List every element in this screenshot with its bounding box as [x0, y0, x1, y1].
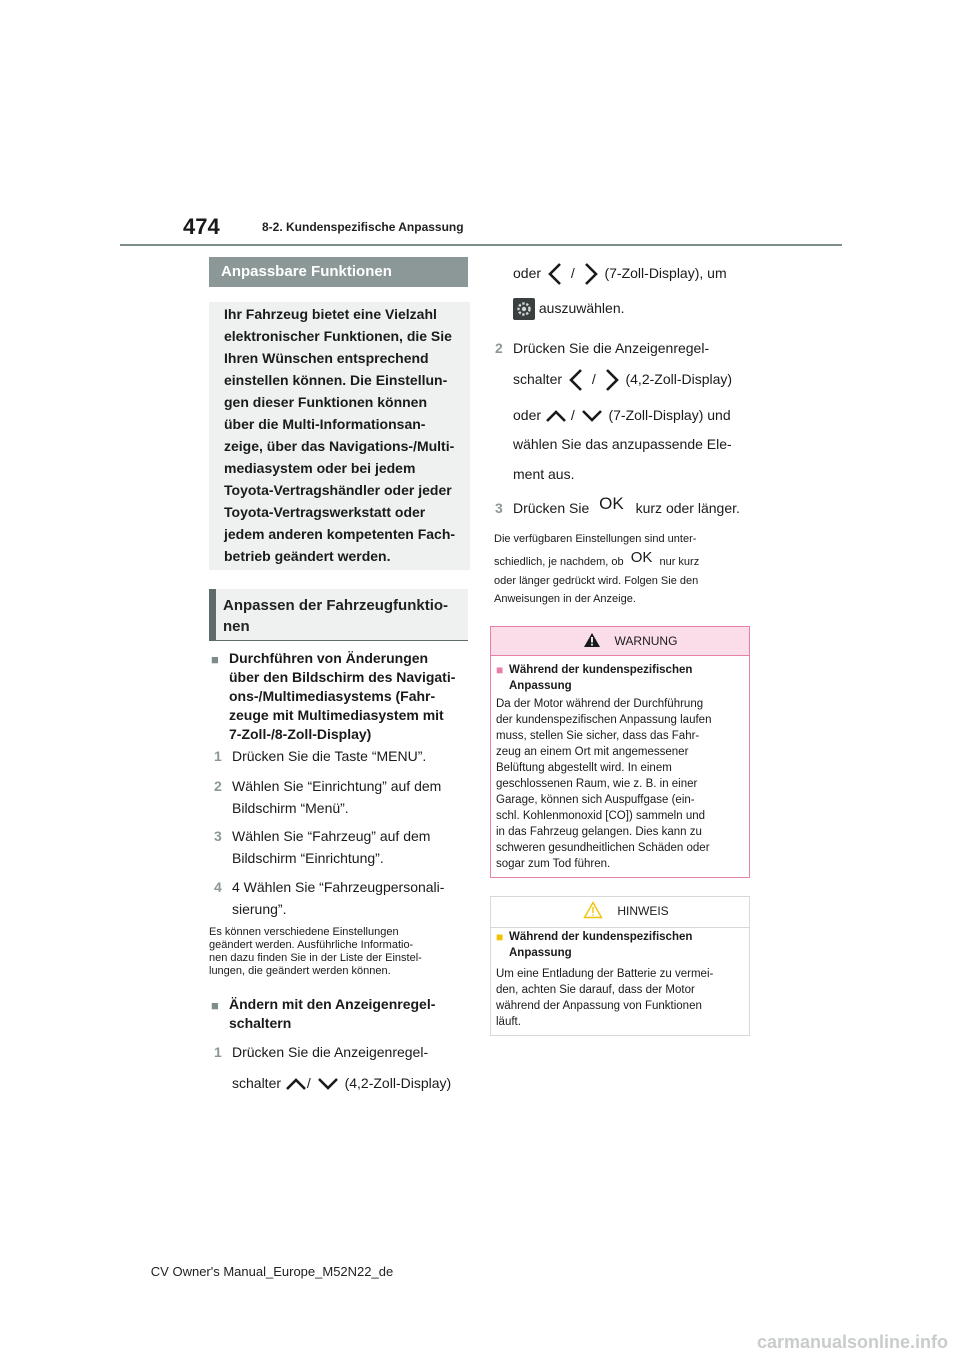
note-line: geändert werden. Ausführliche Informatio-	[209, 939, 414, 951]
step-2	[214, 775, 442, 819]
bullet-line: Ändern mit den Anzeigenregel-	[229, 996, 436, 1012]
intro-line: zeige, über das Navigations-/Multi-	[224, 438, 455, 454]
intro-line: betrieb geändert werden.	[224, 548, 391, 564]
step-text: Drücken Sie die Anzeigenregel-	[513, 340, 710, 356]
step-right-2-line3	[513, 404, 731, 426]
step-right-2-line4	[513, 433, 732, 485]
step-number: 2	[495, 340, 503, 356]
bullet-line: über den Bildschirm des Navigati-	[229, 669, 456, 685]
step-3	[214, 825, 431, 869]
chevron-right-icon	[579, 262, 601, 286]
step-text: schalter	[513, 371, 563, 387]
bullet-heading-switches	[211, 995, 469, 1033]
note-line: Anweisungen in der Anzeige.	[494, 593, 636, 605]
intro-line: elektronischer Funktionen, die Sie	[224, 328, 452, 344]
page-number: 474	[183, 214, 220, 239]
warning-line: schl. Kohlenmonoxid [CO]) sammeln und	[496, 810, 706, 822]
step-text: Drücken Sie die Anzeigenregel-	[232, 1044, 429, 1060]
step-text: kurz oder länger.	[635, 500, 740, 516]
section-heading-anpassbare: Anpassbare Funktionen	[209, 257, 468, 287]
warning-line: zeug an einem Ort mit angemessener	[496, 746, 689, 758]
note-text: nur kurz	[659, 556, 700, 568]
intro-line: mediasystem oder bei jedem	[224, 460, 416, 476]
warning-line: in das Fahrzeug gelangen. Dies kann zu	[496, 826, 702, 838]
footer-manual-id: CV Owner's Manual_Europe_M52N22_de	[150, 1264, 394, 1279]
warning-header	[491, 627, 749, 656]
warning-title: WARNUNG	[614, 634, 678, 648]
step-text: Drücken Sie die Taste “MENU”.	[232, 748, 427, 764]
chevron-down-icon	[579, 409, 605, 423]
warning-sub-line: Während der kundenspezifischen	[509, 664, 693, 676]
step-text: auszuwählen.	[538, 300, 625, 316]
note-text: schiedlich, je nachdem, ob	[494, 556, 624, 568]
step-text: sierung”.	[232, 901, 287, 917]
header-rule	[120, 244, 842, 246]
bullet-line: zeuge mit Multimediasystem mit	[229, 707, 444, 723]
warning-triangle-icon	[583, 632, 601, 648]
warning-box	[490, 626, 750, 878]
intro-line: Ihr Fahrzeug bietet eine Vielzahl	[224, 306, 437, 322]
step-text: Wählen Sie “Einrichtung” auf dem	[232, 778, 442, 794]
hint-line: läuft.	[496, 1016, 521, 1028]
step-cont-line1	[513, 262, 727, 286]
step-number: 4	[214, 879, 222, 895]
hint-sub-line: Anpassung	[509, 947, 572, 959]
step-text: ment aus.	[513, 466, 575, 482]
bullet-heading-display	[211, 649, 469, 744]
bullet-square-icon: ■	[211, 652, 219, 667]
hint-title: HINWEIS	[617, 904, 669, 918]
hint-subheading	[496, 929, 744, 961]
intro-line: Toyota-Vertragswerkstatt oder	[224, 504, 426, 520]
note-line: nen dazu finden Sie in der Liste der Einstel-	[209, 952, 422, 964]
intro-line: über die Multi-Informationsan-	[224, 416, 426, 432]
step-cont-line2	[513, 297, 625, 320]
bullet-square-icon: ■	[496, 663, 504, 677]
step-text: 4 Wählen Sie “Fahrzeugpersonali-	[232, 879, 445, 895]
note-line: lungen, die geändert werden können.	[209, 965, 391, 977]
warning-line: schweren gesundheitlichen Schäden oder	[496, 842, 710, 854]
hint-body	[496, 966, 746, 1030]
bullet-line: 7-Zoll-/8-Zoll-Display)	[229, 726, 372, 742]
ok-note	[494, 533, 754, 606]
bullet-square-icon: ■	[496, 930, 504, 944]
chevron-up-icon	[545, 409, 567, 423]
settings-note	[209, 926, 469, 978]
chevron-left-icon	[566, 368, 588, 392]
hint-triangle-icon	[583, 901, 603, 919]
warning-line: der kundenspezifischen Anpassung laufen	[496, 714, 712, 726]
section-heading-anpassen	[209, 589, 468, 641]
step-right-3	[495, 494, 740, 519]
step-4	[214, 876, 445, 920]
note-line: Die verfügbaren Einstellungen sind unter-	[494, 533, 697, 545]
settings-gear-icon	[513, 298, 535, 320]
step-text: /	[306, 1075, 311, 1091]
hint-line: während der Anpassung von Funktionen	[496, 1000, 702, 1012]
warning-line: Garage, können sich Auspuffgase (ein-	[496, 794, 695, 806]
warning-line: muss, stellen Sie sicher, dass das Fahr-	[496, 730, 700, 742]
warning-line: Da der Motor während der Durchführung	[496, 698, 704, 710]
intro-line: gen dieser Funktionen können	[224, 394, 428, 410]
step-text: schalter	[232, 1075, 282, 1091]
step-text: (4,2-Zoll-Display)	[625, 371, 733, 387]
step-number: 3	[495, 500, 503, 516]
step-text: (4,2-Zoll-Display)	[344, 1075, 452, 1091]
bullet-line: schaltern	[229, 1015, 292, 1031]
step-text: /	[591, 371, 596, 387]
sub-heading-line: nen	[223, 618, 250, 635]
step-switch-1	[214, 1041, 429, 1063]
warning-line: geschlossenen Raum, wie z. B. in einer	[496, 778, 698, 790]
step-number: 1	[214, 748, 222, 764]
step-number: 1	[214, 1044, 222, 1060]
step-text: oder	[513, 407, 542, 423]
chevron-right-icon	[600, 368, 622, 392]
step-text: (7-Zoll-Display) und	[608, 407, 731, 423]
intro-line: jedem anderen kompetenten Fach-	[224, 526, 456, 542]
warning-body	[496, 696, 746, 872]
step-number: 3	[214, 828, 222, 844]
step-switch-1-line2	[232, 1072, 451, 1094]
note-line	[494, 549, 754, 569]
hint-box	[490, 896, 750, 1036]
ok-button-icon: OK	[599, 494, 624, 513]
intro-line: einstellen können. Die Einstellun-	[224, 372, 448, 388]
step-text: /	[570, 265, 575, 281]
bullet-square-icon: ■	[211, 998, 219, 1013]
chevron-down-icon	[315, 1077, 341, 1091]
hint-line: den, achten Sie darauf, dass der Motor	[496, 984, 695, 996]
step-text: /	[570, 407, 575, 423]
chevron-up-icon	[285, 1077, 307, 1091]
step-text: oder	[513, 265, 542, 281]
sub-heading-line: Anpassen der Fahrzeugfunktio-	[223, 597, 449, 614]
section-title: 8-2. Kundenspezifische Anpassung	[262, 220, 464, 234]
bullet-line: Durchführen von Änderungen	[229, 650, 429, 666]
warning-line: sogar zum Tod führen.	[496, 858, 611, 870]
step-1	[214, 745, 427, 767]
hint-sub-line: Während der kundenspezifischen	[509, 931, 693, 943]
hint-header	[491, 897, 749, 928]
ok-button-icon: OK	[630, 549, 653, 566]
step-text: Bildschirm “Einrichtung”.	[232, 850, 384, 866]
intro-box	[209, 302, 470, 570]
step-text: Drücken Sie	[513, 500, 590, 516]
step-text: (7-Zoll-Display), um	[604, 265, 727, 281]
warning-sub-line: Anpassung	[509, 680, 572, 692]
note-line: Es können verschiedene Einstellungen	[209, 926, 399, 938]
step-text: wählen Sie das anzupassende Ele-	[513, 436, 732, 452]
watermark: carmanualsonline.info	[756, 1332, 948, 1352]
step-number: 2	[214, 778, 222, 794]
step-text: Bildschirm “Menü”.	[232, 800, 349, 816]
intro-line: Toyota-Vertragshändler oder jeder	[224, 482, 452, 498]
bullet-line: ons-/Multimediasystems (Fahr-	[229, 688, 436, 704]
warning-line: Belüftung abgestellt wird. In einem	[496, 762, 672, 774]
step-text: Wählen Sie “Fahrzeug” auf dem	[232, 828, 431, 844]
note-line: oder länger gedrückt wird. Folgen Sie den	[494, 575, 699, 587]
intro-line: Ihren Wünschen entsprechend	[224, 350, 429, 366]
hint-line: Um eine Entladung der Batterie zu vermei-	[496, 968, 714, 980]
step-right-2	[495, 337, 710, 359]
chevron-left-icon	[545, 262, 567, 286]
step-right-2-line2	[513, 368, 732, 392]
warning-subheading	[496, 662, 744, 694]
